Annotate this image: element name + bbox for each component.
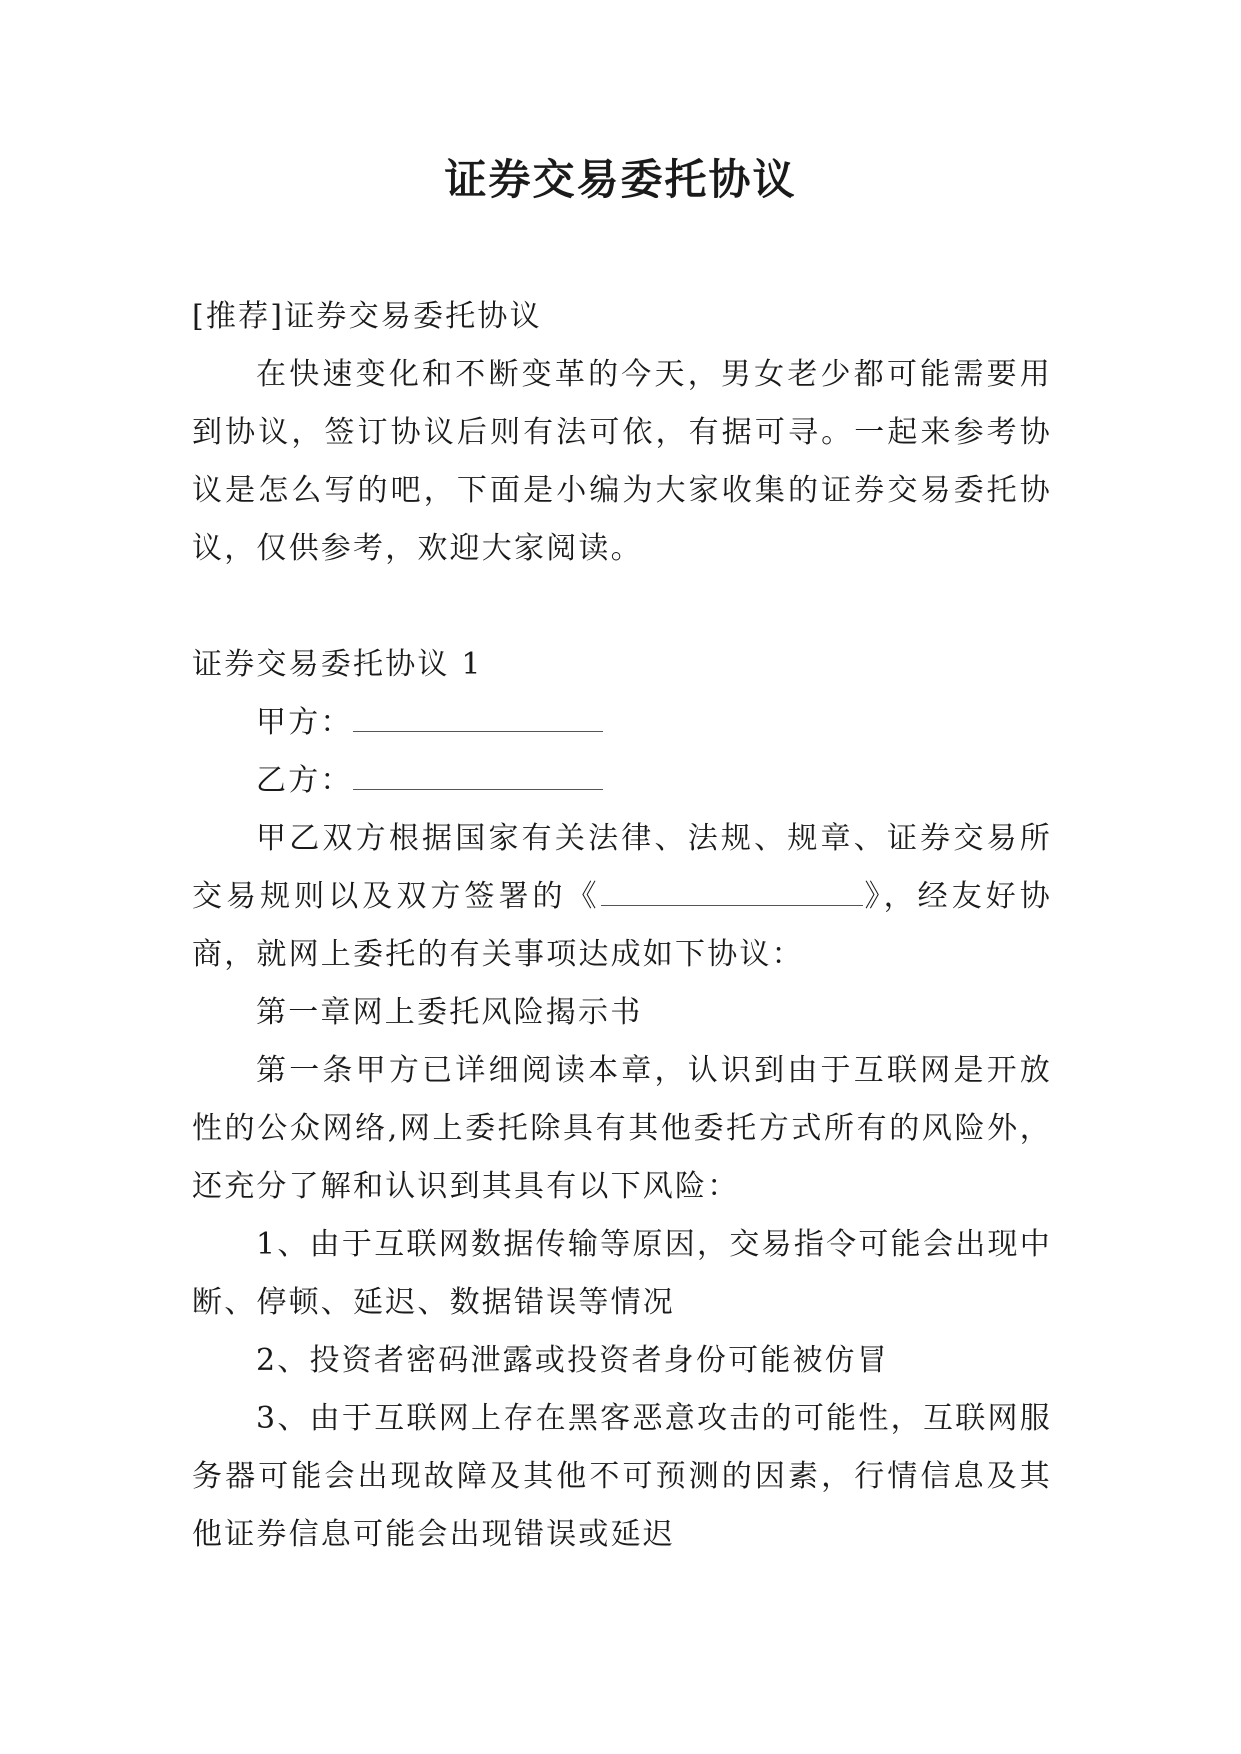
party-a-line xyxy=(192,694,1052,752)
document-title: 证券交易委托协议 xyxy=(444,155,797,204)
agreement-intro-paragraph xyxy=(192,810,1052,984)
party-b-line xyxy=(192,752,1052,810)
chapter-title: 第一章网上委托风险揭示书 xyxy=(256,995,643,1030)
risk-item-1: 1、由于互联网数据传输等原因，交易指令可能会出现中断、停顿、延迟、数据错误等情况 xyxy=(192,1227,1052,1320)
article-1-paragraph: 第一条甲方已详细阅读本章，认识到由于互联网是开放性的公众网络,网上委托除具有其他委托方式所有的风险外，还充分了解和认识到其具有以下风险： xyxy=(192,1053,1052,1204)
party-b-blank xyxy=(353,755,603,790)
party-a-label: 甲方： xyxy=(256,705,353,740)
agreement-name-blank xyxy=(601,871,863,906)
agreement-intro-before: 甲乙双方根据国家有关法律、法规、规章、证券交易所交易规则以及双方签署的《 xyxy=(192,821,1052,914)
recommend-heading: [推荐]证券交易委托协议 xyxy=(192,299,542,334)
party-a-blank xyxy=(353,697,603,732)
risk-item-2: 2、投资者密码泄露或投资者身份可能被仿冒 xyxy=(256,1343,890,1378)
risk-item-3: 3、由于互联网上存在黑客恶意攻击的可能性，互联网服务器可能会出现故障及其他不可预测的因素，行情信息及其他证券信息可能会出现错误或延迟 xyxy=(192,1401,1052,1552)
intro-paragraph: 在快速变化和不断变革的今天，男女老少都可能需要用到协议，签订协议后则有法可依，有据可寻。一起来参考协议是怎么写的吧，下面是小编为大家收集的证券交易委托协议，仅供参考，欢迎大家阅读。 xyxy=(192,357,1052,566)
document-body xyxy=(192,288,1052,1564)
paragraph-gap xyxy=(192,578,1052,636)
agreement-intro-after: 》，经友好协商，就网上委托的有关事项达成如下协议： xyxy=(192,879,1053,972)
party-b-label: 乙方： xyxy=(256,763,353,798)
section-title: 证券交易委托协议 1 xyxy=(192,647,483,682)
